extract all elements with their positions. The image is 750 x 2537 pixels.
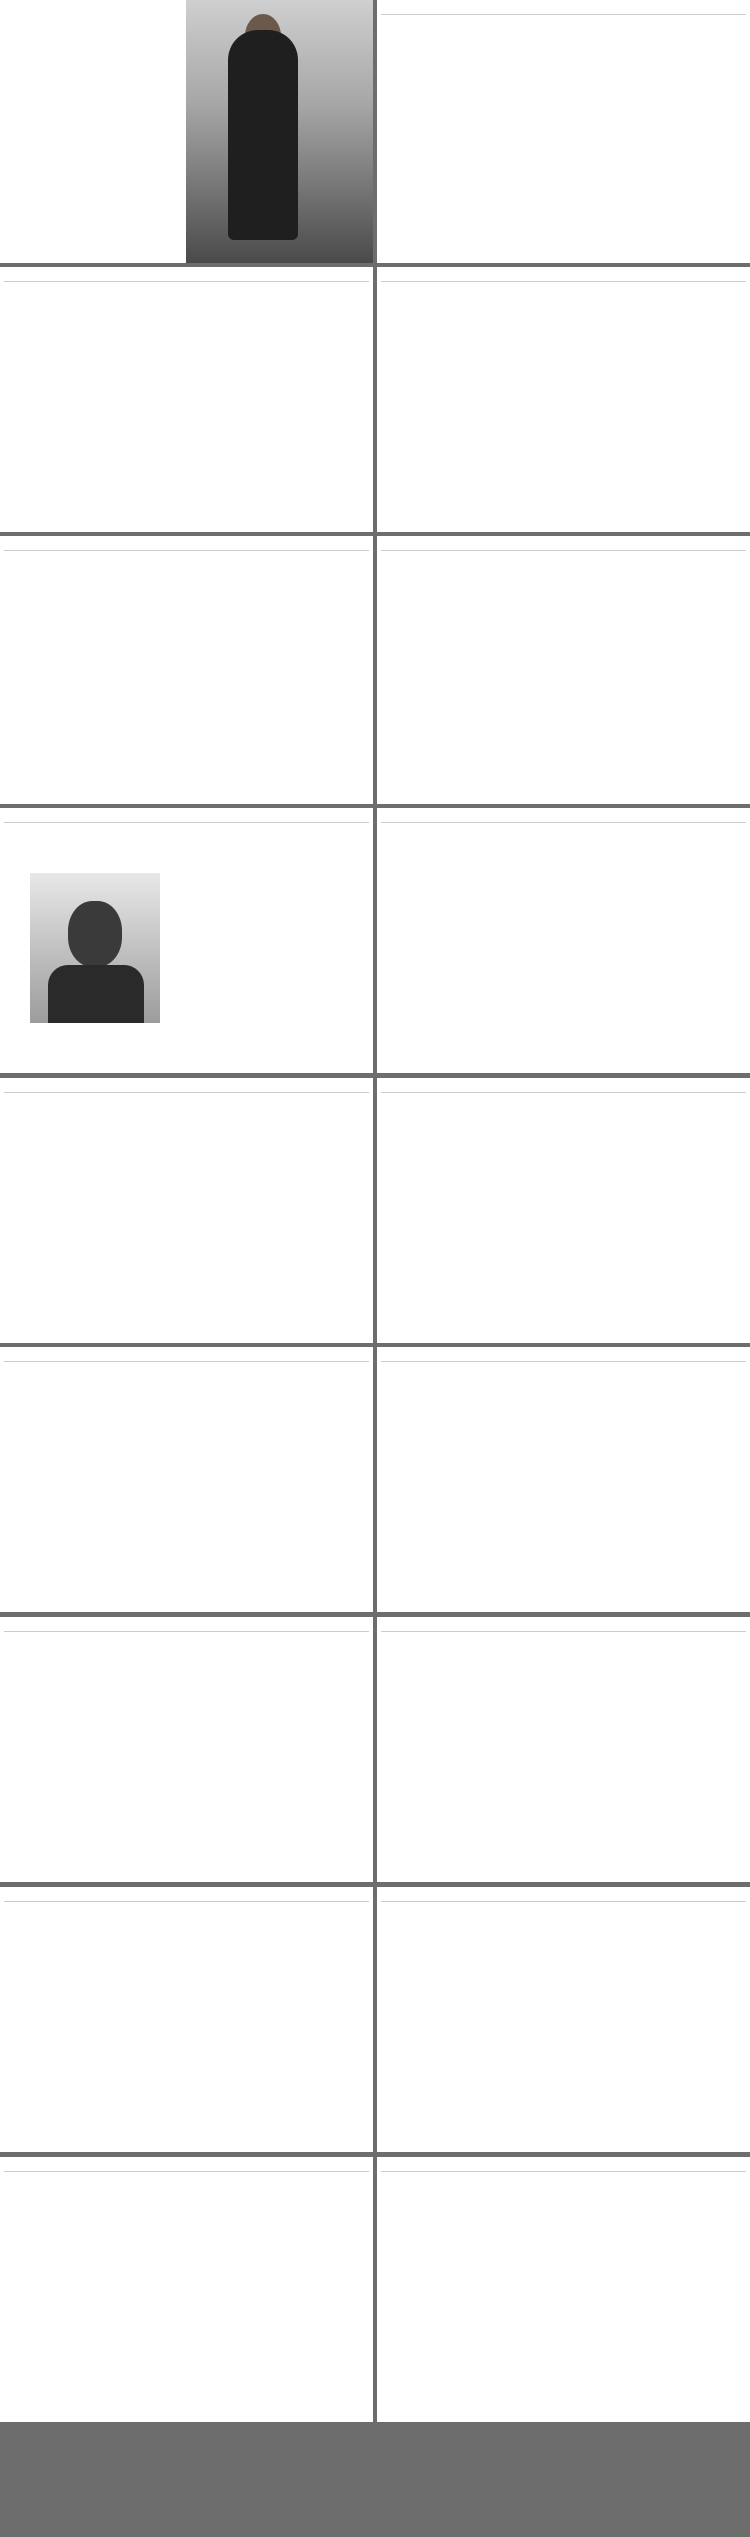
slide-background-1 (377, 267, 750, 532)
slide-background-3 (377, 536, 750, 804)
slide-vocab-4 (0, 1347, 373, 1612)
slide-lesson-5 (377, 1887, 750, 2152)
slide-lesson-1 (377, 1347, 750, 1612)
cover-portrait-body (228, 30, 298, 240)
header-divider (381, 1361, 746, 1362)
header-divider (4, 550, 369, 551)
header-divider (381, 550, 746, 551)
slide-vocab-2 (0, 1078, 373, 1343)
header-divider (4, 2171, 369, 2172)
portrait-body (48, 965, 144, 1023)
slide-lesson-3 (377, 1617, 750, 1882)
author-portrait (30, 873, 160, 1023)
slide-lesson-4 (0, 1887, 373, 2152)
header-divider (4, 1092, 369, 1093)
header-divider (4, 1901, 369, 1902)
slide-background-2 (0, 536, 373, 804)
slide-intro-2 (0, 267, 373, 532)
header-divider (381, 1092, 746, 1093)
slide-cover (0, 0, 373, 263)
slide-lesson-2 (0, 1617, 373, 1882)
slide-vocab-3 (377, 1078, 750, 1343)
header-divider (381, 822, 746, 823)
header-divider (4, 281, 369, 282)
slide-lesson-7 (377, 2157, 750, 2422)
portrait-face (68, 901, 122, 967)
slide-lesson-6 (0, 2157, 373, 2422)
header-divider (381, 281, 746, 282)
header-divider (4, 1361, 369, 1362)
header-divider (381, 14, 746, 15)
header-divider (4, 1631, 369, 1632)
header-divider (4, 822, 369, 823)
slide-vocab-1 (377, 808, 750, 1073)
header-divider (381, 1901, 746, 1902)
slide-intro (377, 0, 750, 263)
header-divider (381, 1631, 746, 1632)
slide-author (0, 808, 373, 1073)
header-divider (381, 2171, 746, 2172)
